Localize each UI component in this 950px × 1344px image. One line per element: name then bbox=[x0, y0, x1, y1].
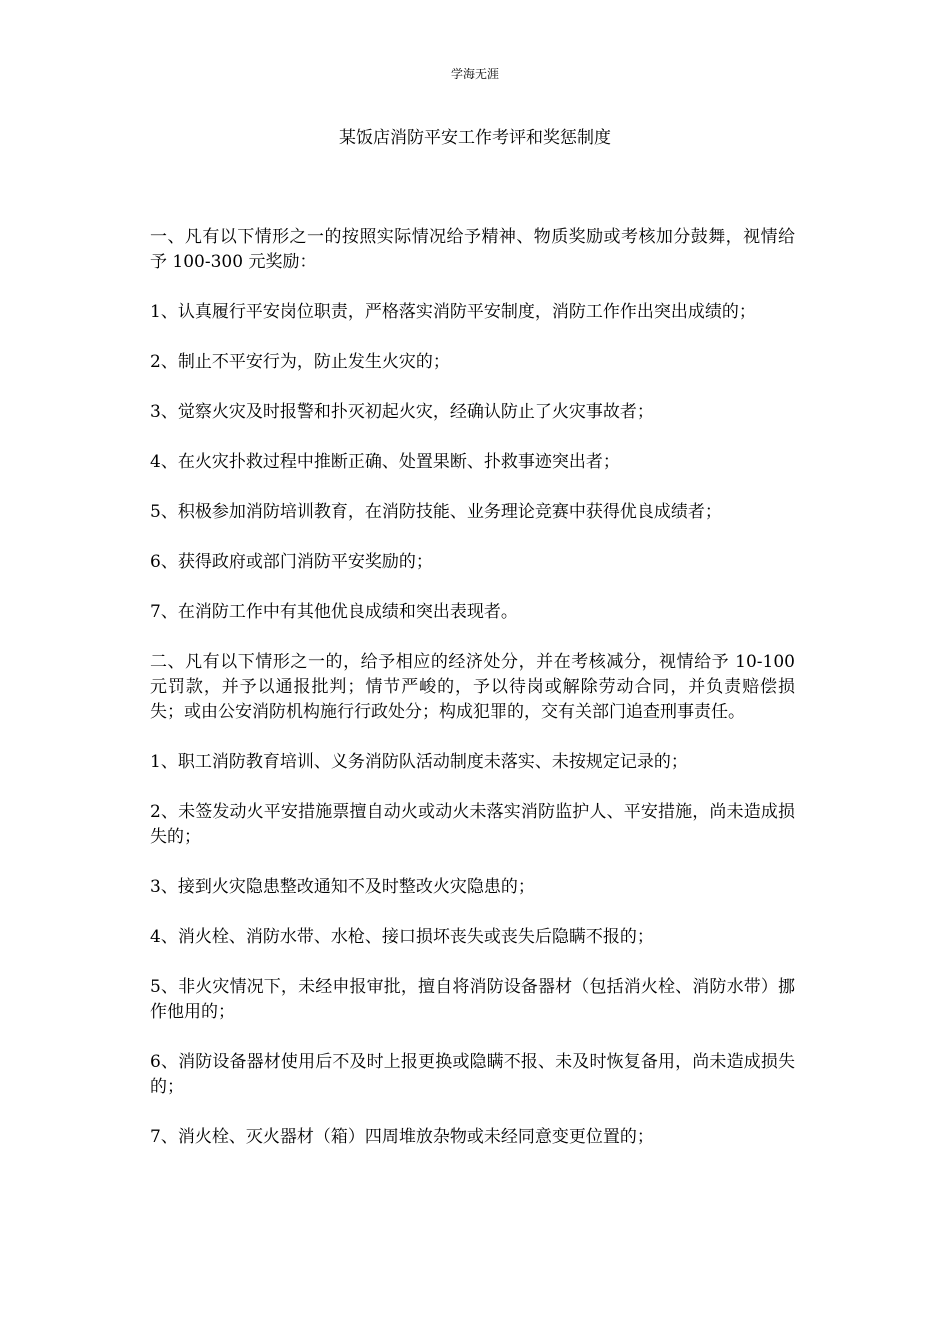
page-header: 学海无涯 bbox=[450, 67, 499, 81]
section-1-intro: 一、凡有以下情形之一的按照实际情况给予精神、物质奖励或考核加分鼓舞，视情给予 100-300 元奖励： bbox=[150, 227, 795, 272]
section-2-intro: 二、凡有以下情形之一的，给予相应的经济处分，并在考核减分，视情给予 10-100 元罚款，并予以通报批判；情节严峻的，予以待岗或解除劳动合同，并负责赔偿损失；或由公安消防机构施行行政处分；构成犯罪的，交有关部门追查刑事责任。 bbox=[150, 652, 795, 722]
penalty-item-6: 6、消防设备器材使用后不及时上报更换或隐瞒不报、未及时恢复备用，尚未造成损失的； bbox=[150, 1052, 795, 1097]
penalty-item-5: 5、非火灾情况下，未经申报审批，擅自将消防设备器材（包括消火栓、消防水带）挪作他用的； bbox=[150, 977, 795, 1022]
document-body bbox=[150, 225, 795, 1175]
reward-item-1: 1、认真履行平安岗位职责，严格落实消防平安制度，消防工作作出突出成绩的； bbox=[150, 302, 756, 322]
penalty-item-4: 4、消火栓、消防水带、水枪、接口损坏丧失或丧失后隐瞒不报的； bbox=[150, 927, 654, 947]
reward-item-6: 6、获得政府或部门消防平安奖励的； bbox=[150, 552, 433, 572]
penalty-item-7: 7、消火栓、灭火器材（箱）四周堆放杂物或未经同意变更位置的； bbox=[150, 1127, 654, 1147]
reward-item-4: 4、在火灾扑救过程中推断正确、处置果断、扑救事迹突出者； bbox=[150, 452, 620, 472]
reward-item-7: 7、在消防工作中有其他优良成绩和突出表现者。 bbox=[150, 602, 518, 622]
reward-item-2: 2、制止不平安行为，防止发生火灾的； bbox=[150, 352, 450, 372]
reward-item-3: 3、觉察火灾及时报警和扑灭初起火灾，经确认防止了火灾事故者； bbox=[150, 402, 654, 422]
penalty-item-1: 1、职工消防教育培训、义务消防队活动制度未落实、未按规定记录的； bbox=[150, 752, 688, 772]
reward-item-5: 5、积极参加消防培训教育，在消防技能、业务理论竞赛中获得优良成绩者； bbox=[150, 502, 722, 522]
penalty-item-2: 2、未签发动火平安措施票擅自动火或动火未落实消防监护人、平安措施，尚未造成损失的； bbox=[150, 802, 795, 847]
document-title: 某饭店消防平安工作考评和奖惩制度 bbox=[339, 128, 611, 148]
penalty-item-3: 3、接到火灾隐患整改通知不及时整改火灾隐患的； bbox=[150, 877, 535, 897]
